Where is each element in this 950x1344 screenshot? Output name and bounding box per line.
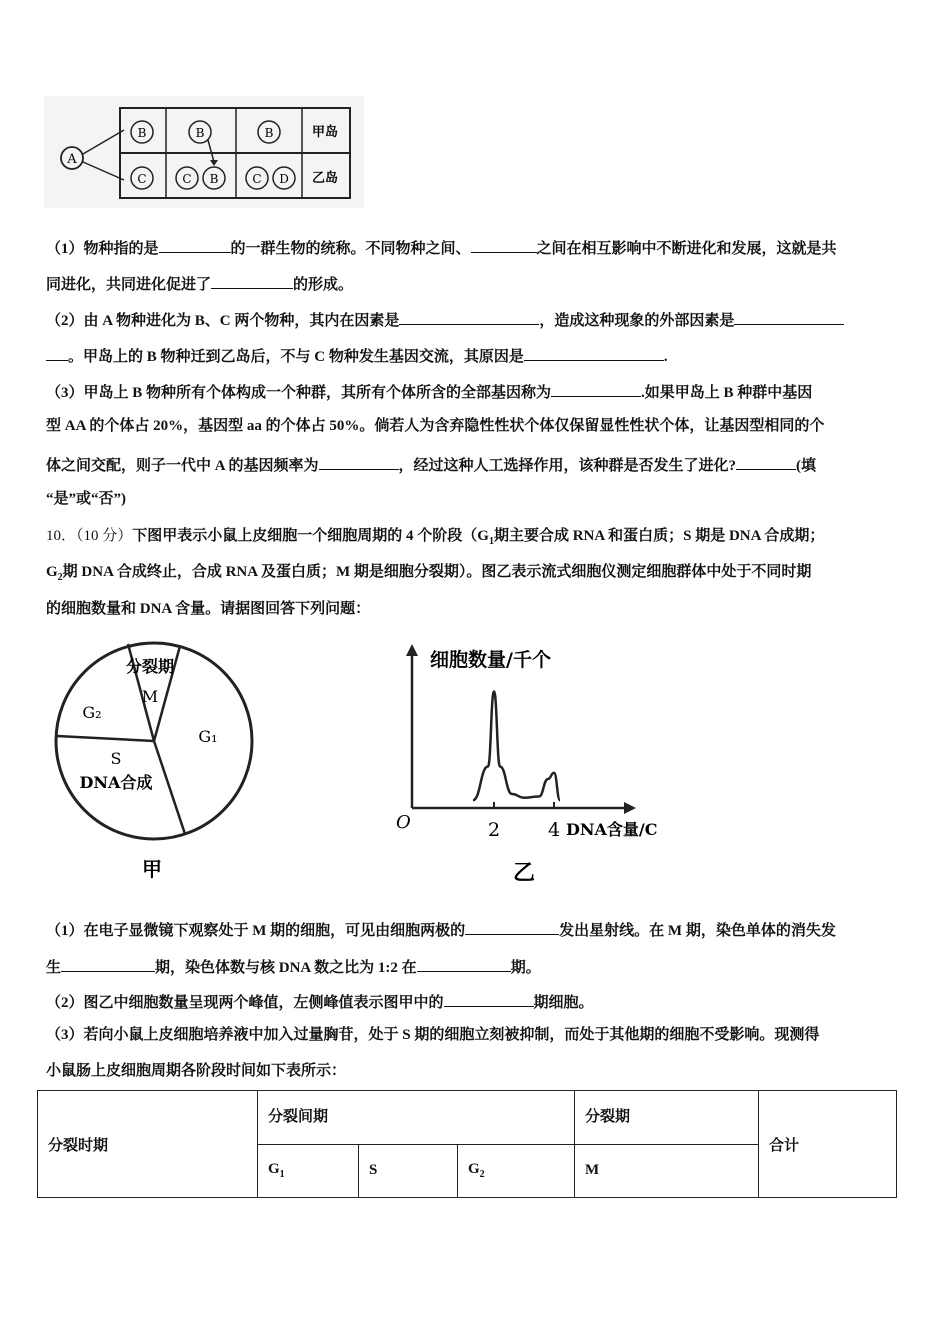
divider-s-g1 xyxy=(154,741,185,834)
header-m: M xyxy=(575,1144,759,1198)
blank[interactable] xyxy=(444,990,534,1007)
label-s: S xyxy=(110,749,122,768)
origin-label: O xyxy=(396,812,411,833)
caption-jia: 甲 xyxy=(142,857,162,881)
divider-g2-s xyxy=(57,736,154,741)
label-dna-synthesis: DNA合成 xyxy=(79,773,153,792)
label-g1: G₁ xyxy=(198,727,218,746)
blank[interactable] xyxy=(399,308,539,325)
q9-p3-line4: “是”或“否”) xyxy=(46,491,126,507)
q9-p3-line2: 型 AA 的个体占 20%，基因型 aa 的个体占 50%。倘若人为含弃隐性性状个体仅保留显性性状个体，让基因型相同的个 xyxy=(46,418,825,434)
q9-p2-line1: （2）由 A 物种进化为 B、C 两个物种，其内在因素是 ，造成这种现象的外部因素是 xyxy=(46,308,844,331)
q9-p3-line3: 体之间交配，则子一代中 A 的基因频率为 ，经过这种人工选择作用，该种群是否发生了进化? (填 xyxy=(46,453,816,476)
q9-p1-line1: （1）物种指的是 的一群生物的统称。不同物种之间、 之间在相互影响中不断进化和发展，这就是共 xyxy=(46,236,837,259)
blank[interactable] xyxy=(319,453,399,470)
header-s: S xyxy=(359,1144,458,1198)
blank[interactable] xyxy=(61,955,155,972)
label-m: M xyxy=(141,687,159,706)
label-division-phase: 分裂期 xyxy=(125,657,175,676)
q10-line3: 的细胞数量和 DNA 含量。请据图回答下列问题： xyxy=(46,601,371,617)
blank[interactable] xyxy=(471,236,537,253)
q10-line2: $G_2$期 DNA 合成终止，合成 RNA 及蛋白质；M 期是细胞分裂期）。图乙表示流式细胞仪测定细胞群体中处于不同时期 xyxy=(46,564,812,583)
blank[interactable] xyxy=(734,308,844,325)
blank[interactable] xyxy=(417,955,511,972)
q9-p2-line2: 。甲岛上的 B 物种迁到乙岛后，不与 C 物种发生基因交流，其原因是 . xyxy=(46,344,668,367)
svg-text:D: D xyxy=(279,172,289,186)
label-yi-island: 乙岛 xyxy=(312,171,339,186)
tick-2: 2 xyxy=(487,819,501,841)
cell-count-curve xyxy=(473,692,560,801)
svg-text:C: C xyxy=(252,172,262,186)
q10-s3-line1: （3）若向小鼠上皮细胞培养液中加入过量胸苷，处于 S 期的细胞立刻被抑制，而处于其他期的细胞不受影响。现测得 xyxy=(46,1027,820,1043)
blank[interactable] xyxy=(736,453,796,470)
blank[interactable] xyxy=(551,380,641,397)
cell-cycle-pie-figure xyxy=(40,636,270,890)
q10-s1-line1: （1）在电子显微镜下观察处于 M 期的细胞，可见由细胞两极的 发出星射线。在 M 期，染色单体的消失发 xyxy=(46,918,836,941)
caption-yi: 乙 xyxy=(512,860,536,886)
blank[interactable] xyxy=(211,272,293,289)
q10-s2: （2）图乙中细胞数量呈现两个峰值，左侧峰值表示图甲中的 期细胞。 xyxy=(46,990,594,1013)
header-interphase: 分裂间期 xyxy=(258,1091,575,1145)
flow-cytometry-figure xyxy=(390,640,700,890)
header-division: 分裂期 xyxy=(575,1091,759,1145)
svg-text:A: A xyxy=(67,152,77,167)
svg-text:B: B xyxy=(264,126,274,140)
cell-cycle-time-table xyxy=(37,1090,897,1198)
header-g1: $G_1$ xyxy=(258,1144,359,1198)
header-period: 分裂时期 xyxy=(38,1091,258,1198)
svg-text:C: C xyxy=(182,172,192,186)
blank[interactable] xyxy=(524,344,664,361)
svg-text:B: B xyxy=(209,172,219,186)
q10-s1-line2: 生 期，染色体数与核 DNA 数之比为 1:2 在 期。 xyxy=(46,955,541,978)
island-species-figure xyxy=(44,96,364,208)
label-g2: G₂ xyxy=(82,703,102,722)
blank[interactable] xyxy=(159,236,231,253)
q9-p3-line1: （3）甲岛上 B 物种所有个体构成一个种群，其所有个体所含的全部基因称为 .如果甲岛上 B 种群中基因 xyxy=(46,380,812,403)
y-axis-label: 细胞数量/千个 xyxy=(430,649,551,671)
q9-p1-line2: 同进化，共同进化促进了 的形成。 xyxy=(46,272,353,295)
svg-text:B: B xyxy=(195,126,205,140)
q10-line1: 10．（10 分）下图甲表示小鼠上皮细胞一个细胞周期的 4 个阶段（$G_1$期主要合成 RNA 和蛋白质；S 期是 DNA 合成期； xyxy=(46,528,825,547)
label-jia-island: 甲岛 xyxy=(312,125,339,140)
svg-text:B: B xyxy=(137,126,147,140)
blank[interactable] xyxy=(46,344,68,361)
x-axis-label: DNA含量/C xyxy=(566,820,658,839)
header-total: 合计 xyxy=(759,1091,897,1198)
tick-4: 4 xyxy=(547,819,561,841)
q10-s3-line2: 小鼠肠上皮细胞周期各阶段时间如下表所示： xyxy=(46,1063,347,1079)
svg-text:C: C xyxy=(137,172,147,186)
header-g2: $G_2$ xyxy=(458,1144,575,1198)
blank[interactable] xyxy=(465,918,559,935)
